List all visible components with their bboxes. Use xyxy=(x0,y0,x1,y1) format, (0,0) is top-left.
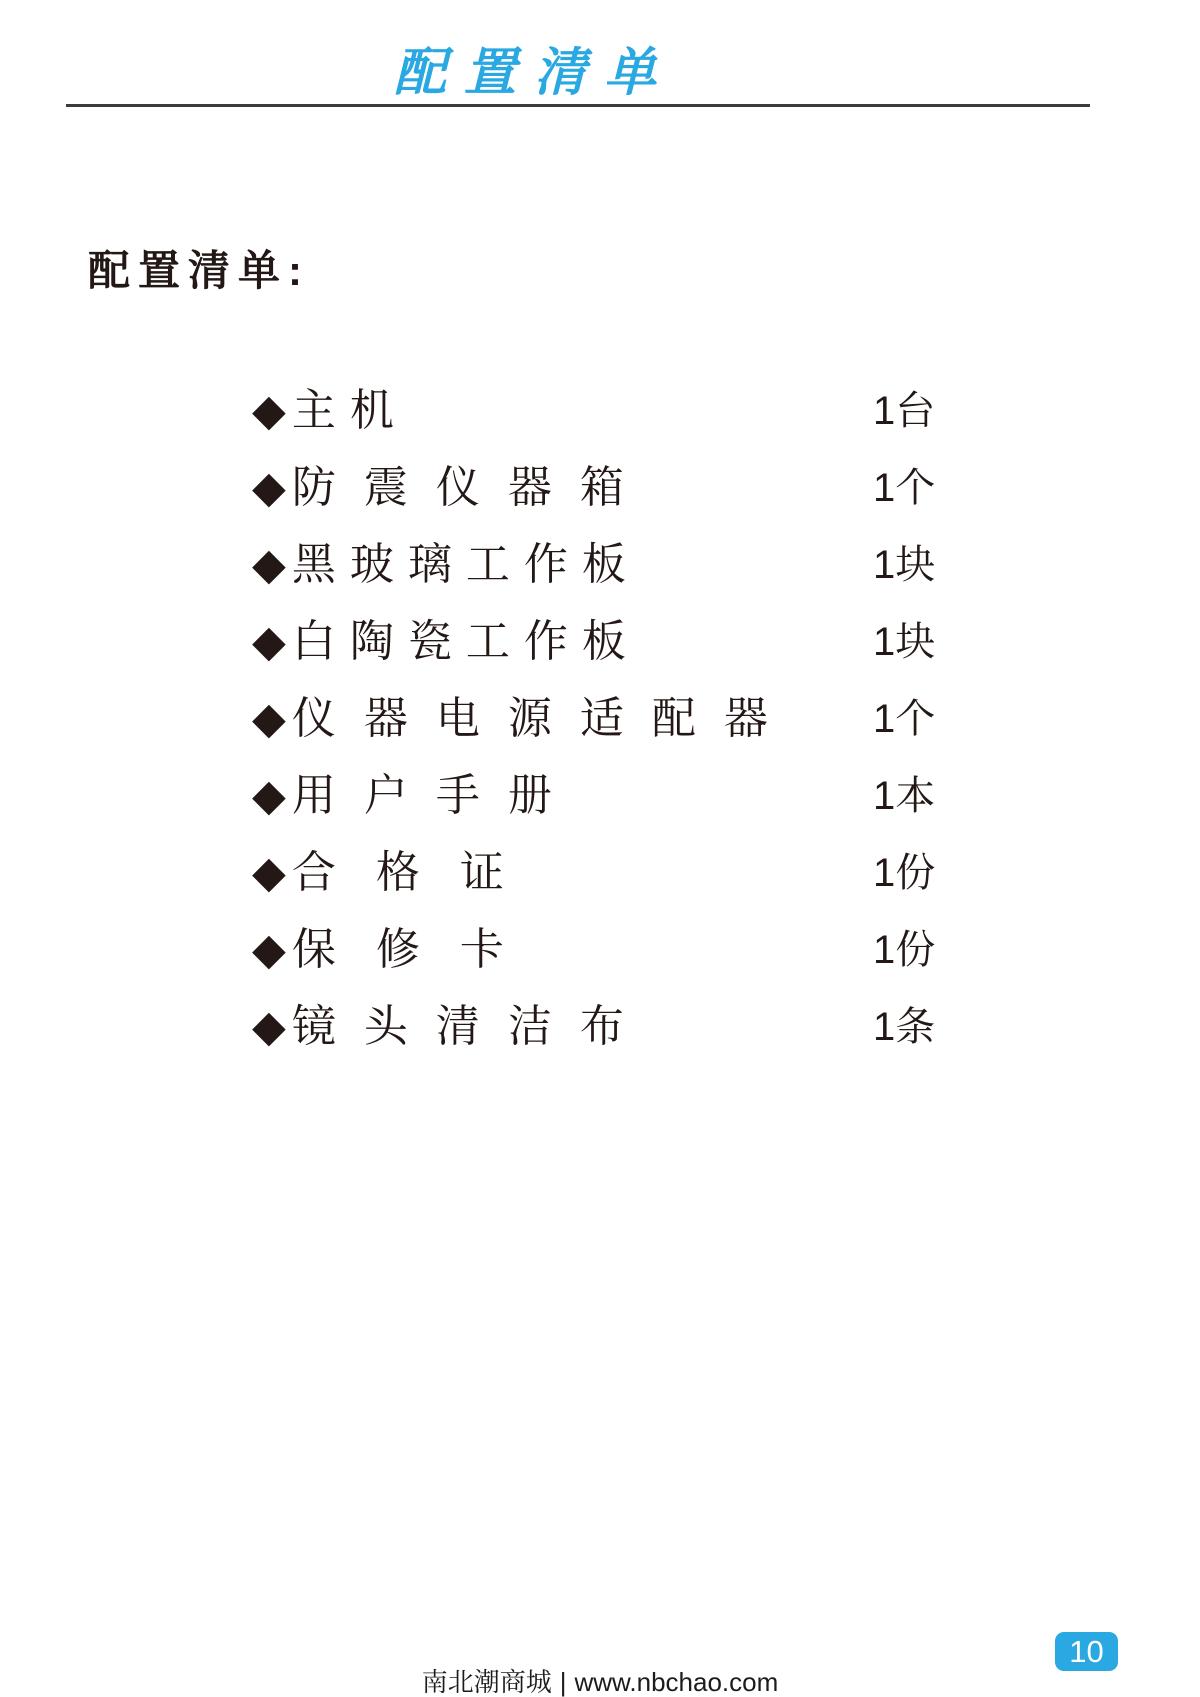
diamond-bullet-icon: ◆ xyxy=(252,847,286,897)
footer xyxy=(0,1662,1200,1697)
diamond-bullet-icon: ◆ xyxy=(252,385,286,435)
item-name: 白陶瓷工作板 xyxy=(291,616,640,666)
item-name: 黑玻璃工作板 xyxy=(291,539,640,589)
item-name: 镜头清洁布 xyxy=(291,1001,652,1051)
item-name: 保修卡 xyxy=(291,924,544,974)
list-item xyxy=(252,372,1012,449)
item-quantity: 1本 xyxy=(873,773,936,818)
diamond-bullet-icon: ◆ xyxy=(252,616,286,666)
item-name: 主机 xyxy=(291,385,408,435)
item-name: 用户手册 xyxy=(291,770,580,820)
footer-separator: | xyxy=(559,1667,567,1697)
item-name: 防震仪器箱 xyxy=(291,462,652,512)
item-quantity: 1个 xyxy=(873,465,936,510)
page-header-title: 配置清单 xyxy=(393,45,674,102)
item-quantity: 1块 xyxy=(873,619,936,664)
diamond-bullet-icon: ◆ xyxy=(252,539,286,589)
item-quantity: 1台 xyxy=(873,388,936,433)
footer-url: www.nbchao.com xyxy=(574,1667,779,1697)
list-item xyxy=(252,911,1012,988)
packing-list xyxy=(252,372,1012,1065)
item-name: 合格证 xyxy=(291,847,544,897)
item-quantity: 1份 xyxy=(873,927,936,972)
diamond-bullet-icon: ◆ xyxy=(252,924,286,974)
item-quantity: 1个 xyxy=(873,696,936,741)
list-item xyxy=(252,603,1012,680)
item-quantity: 1份 xyxy=(873,850,936,895)
diamond-bullet-icon: ◆ xyxy=(252,1001,286,1051)
list-item xyxy=(252,834,1012,911)
diamond-bullet-icon: ◆ xyxy=(252,770,286,820)
page-number-badge xyxy=(1055,1632,1118,1671)
footer-site-name: 南北潮商城 xyxy=(421,1667,552,1697)
diamond-bullet-icon: ◆ xyxy=(252,462,286,512)
list-item xyxy=(252,526,1012,603)
page-number: 10 xyxy=(1069,1633,1104,1669)
item-quantity: 1条 xyxy=(873,1004,936,1049)
header-divider-line xyxy=(66,104,1090,107)
list-item xyxy=(252,757,1012,834)
list-item xyxy=(252,449,1012,526)
item-name: 仪器电源适配器 xyxy=(291,693,796,743)
section-label: 配置清单: xyxy=(88,247,310,294)
diamond-bullet-icon: ◆ xyxy=(252,693,286,743)
item-quantity: 1块 xyxy=(873,542,936,587)
list-item xyxy=(252,680,1012,757)
list-item xyxy=(252,988,1012,1065)
